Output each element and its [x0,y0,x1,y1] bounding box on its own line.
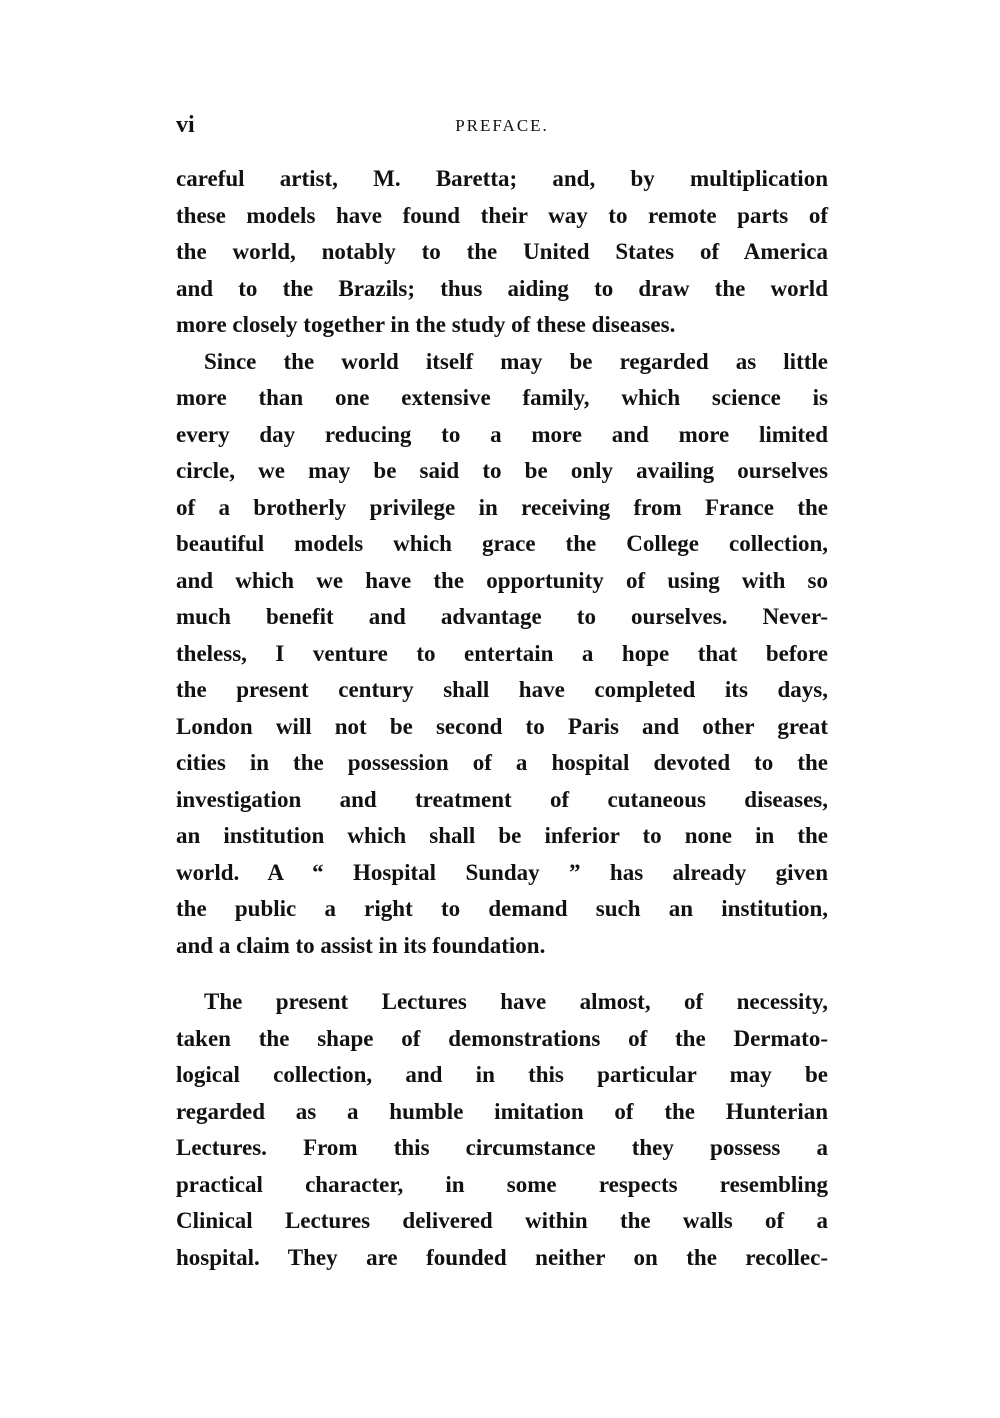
text-line: more than one extensive family, which science is [176,385,828,410]
text-line: investigation and treatment of cutaneous diseases, [176,786,828,812]
running-head [176,112,828,148]
text-line: regarded as a humble imitation of the Hunterian [176,1098,828,1124]
text-line: an institution which shall be inferior to none in the [176,823,828,848]
book-page [176,112,828,1276]
text-line: the present century shall have completed its days, [176,677,828,702]
text-line: logical collection, and in this particular may be [176,1062,828,1087]
body-text [176,161,828,1276]
text-line: Clinical Lectures delivered within the walls of a [176,1208,828,1233]
running-title: PREFACE. [455,116,549,135]
text-line: cities in the possession of a hospital devoted to the [176,750,828,775]
text-line: much benefit and advantage to ourselves. Never- [176,604,828,629]
text-line: every day reducing to a more and more limited [176,421,828,447]
text-line: beautiful models which grace the College collection, [176,531,828,556]
text-line: careful artist, M. Baretta; and, by multiplication [176,166,828,191]
text-line: these models have found their way to remote parts of [176,202,828,228]
paragraph [176,344,828,965]
text-line: theless, I venture to entertain a hope that before [176,640,828,666]
text-line: and a claim to assist in its foundation. [176,932,546,958]
text-line: the world, notably to the United States of America [176,239,828,264]
text-line: practical character, in some respects resembling [176,1171,828,1197]
text-line: London will not be second to Paris and other great [176,713,828,739]
text-line: The present Lectures have almost, of necessity, [204,989,828,1014]
text-line: and to the Brazils; thus aiding to draw the world [176,275,828,301]
paragraph-spacer [176,964,828,984]
text-line: the public a right to demand such an institution, [176,896,828,921]
text-line: Since the world itself may be regarded as little [204,348,828,374]
text-line: and which we have the opportunity of using with so [176,567,828,593]
paragraph [176,984,828,1276]
text-line: hospital. They are founded neither on the recollec- [176,1244,828,1270]
text-line: of a brotherly privilege in receiving from France the [176,494,828,520]
text-line: more closely together in the study of these diseases. [176,312,676,337]
text-line: Lectures. From this circumstance they possess a [176,1135,828,1160]
paragraph [176,161,828,344]
page-number: vi [176,112,195,138]
text-line: world. A “ Hospital Sunday ” has already given [176,859,828,885]
text-line: circle, we may be said to be only availing ourselves [176,458,828,483]
text-line: taken the shape of demonstrations of the Dermato- [176,1025,828,1051]
